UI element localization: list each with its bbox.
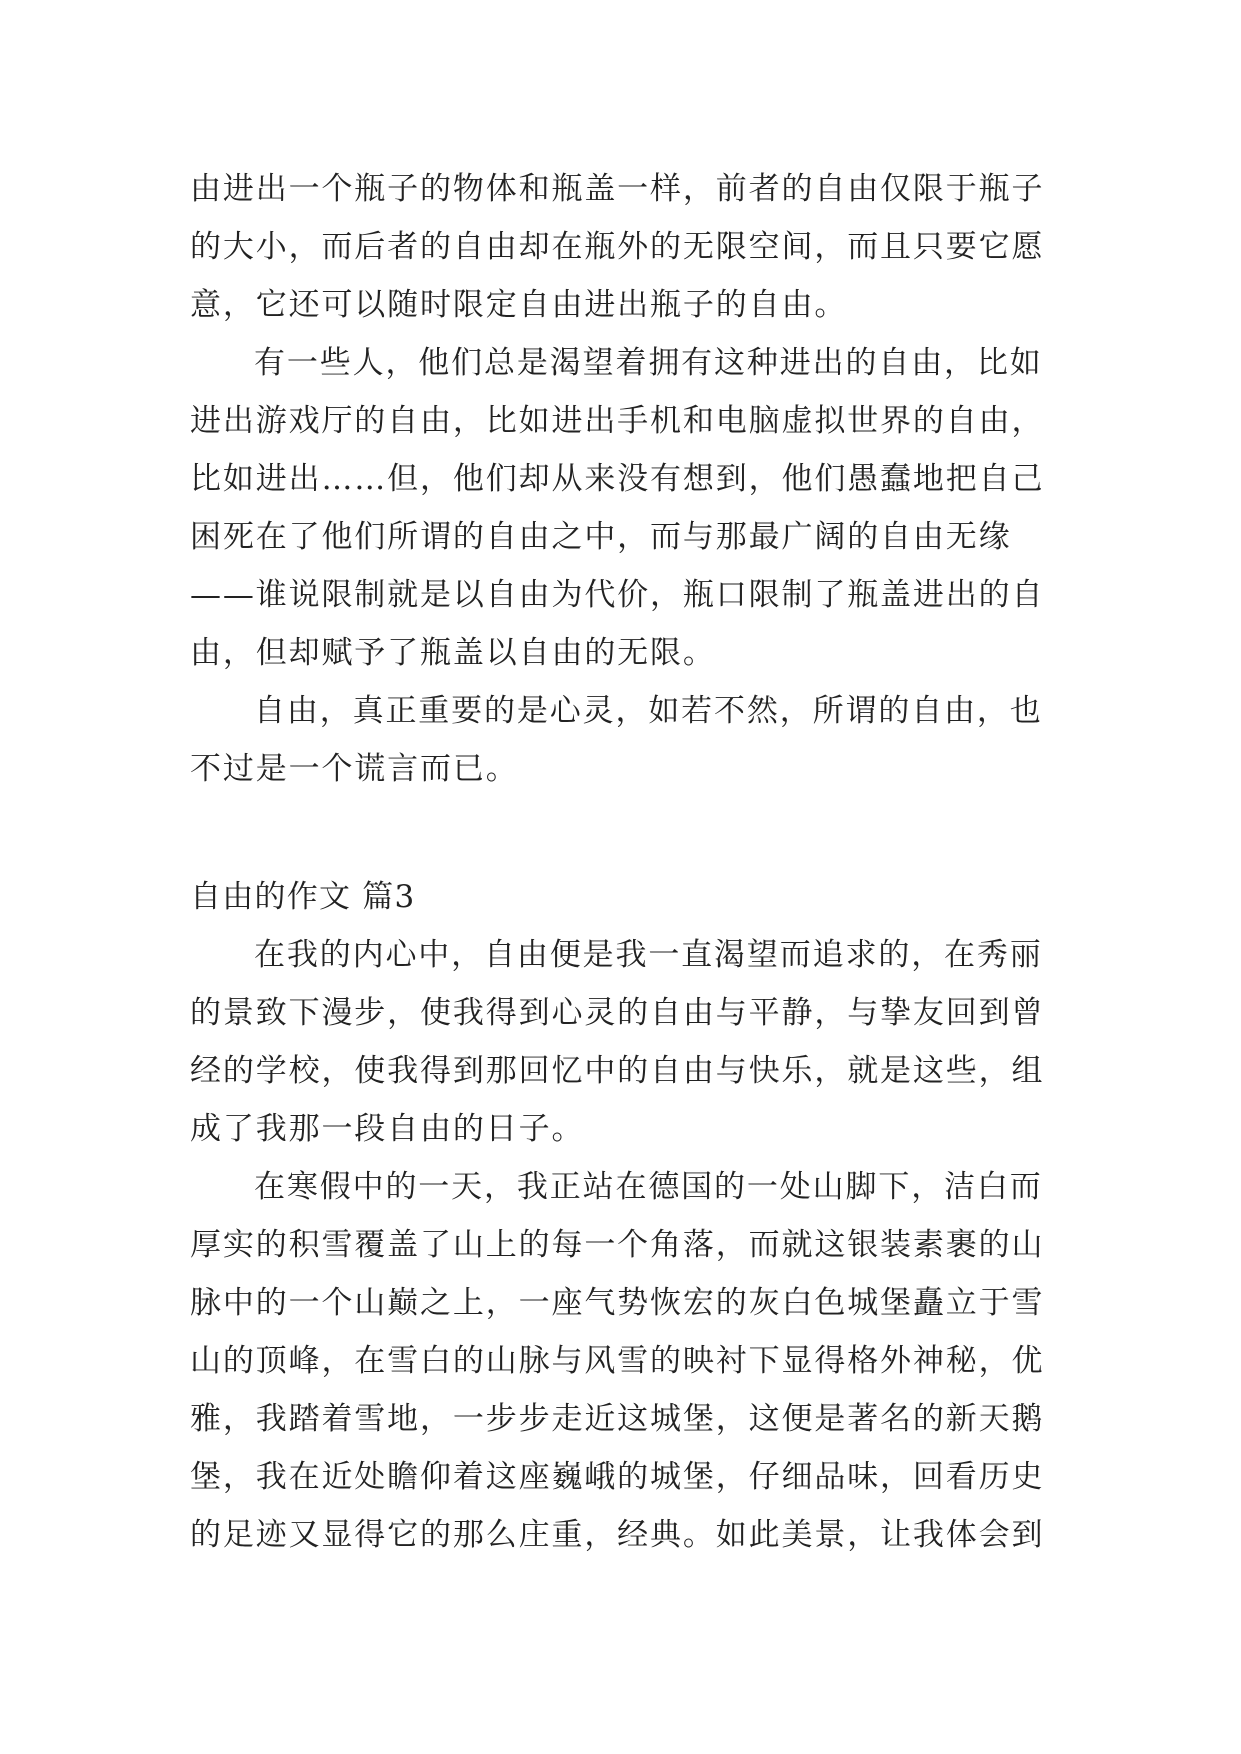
text-line: 意，它还可以随时限定自由进出瓶子的自由。 (190, 287, 848, 323)
paragraph-1 (190, 160, 1060, 334)
text-line: 成了我那一段自由的日子。 (190, 1111, 585, 1147)
text-line: 脉中的一个山巅之上，一座气势恢宏的灰白色城堡矗立于雪 (190, 1285, 1045, 1321)
text-line: 由，但却赋予了瓶盖以自由的无限。 (190, 635, 716, 671)
text-line: 厚实的积雪覆盖了山上的每一个角落，而就这银装素裹的山 (190, 1227, 1045, 1263)
text-line: 进出游戏厅的自由，比如进出手机和电脑虚拟世界的自由， (190, 403, 1045, 439)
text-line: 比如进出……但，他们却从来没有想到，他们愚蠢地把自己 (190, 461, 1045, 497)
paragraph-3 (190, 682, 1060, 798)
text-line: 雅，我踏着雪地，一步步走近这城堡，这便是著名的新天鹅 (190, 1401, 1045, 1437)
text-line: 自由，真正重要的是心灵，如若不然，所谓的自由，也 (254, 693, 1043, 729)
paragraph-5 (190, 1158, 1060, 1564)
text-line: 经的学校，使我得到那回忆中的自由与快乐，就是这些，组 (190, 1053, 1045, 1089)
text-line: 困死在了他们所谓的自由之中，而与那最广阔的自由无缘 (190, 519, 1012, 555)
text-line: 有一些人，他们总是渴望着拥有这种进出的自由，比如 (254, 345, 1043, 381)
text-line: 不过是一个谎言而已。 (190, 751, 519, 787)
paragraph-4 (190, 926, 1060, 1158)
text-line: 的景致下漫步，使我得到心灵的自由与平静，与挚友回到曾 (190, 995, 1045, 1031)
text-line: 堡，我在近处瞻仰着这座巍峨的城堡，仔细品味，回看历史 (190, 1459, 1045, 1495)
text-line: 在我的内心中，自由便是我一直渴望而追求的，在秀丽 (254, 937, 1043, 973)
text-line: ——谁说限制就是以自由为代价，瓶口限制了瓶盖进出的自 (190, 577, 1045, 613)
text-line: 的足迹又显得它的那么庄重，经典。如此美景，让我体会到 (190, 1517, 1045, 1553)
text-line: 由进出一个瓶子的物体和瓶盖一样，前者的自由仅限于瓶子 (190, 171, 1045, 207)
text-line: 在寒假中的一天，我正站在德国的一处山脚下，洁白而 (254, 1169, 1043, 1205)
text-line: 山的顶峰，在雪白的山脉与风雪的映衬下显得格外神秘，优 (190, 1343, 1045, 1379)
text-line: 的大小，而后者的自由却在瓶外的无限空间，而且只要它愿 (190, 229, 1045, 265)
paragraph-2 (190, 334, 1060, 682)
section-heading: 自由的作文 篇3 (190, 879, 416, 915)
section-gap (190, 798, 1060, 856)
document-body (190, 160, 1060, 1564)
